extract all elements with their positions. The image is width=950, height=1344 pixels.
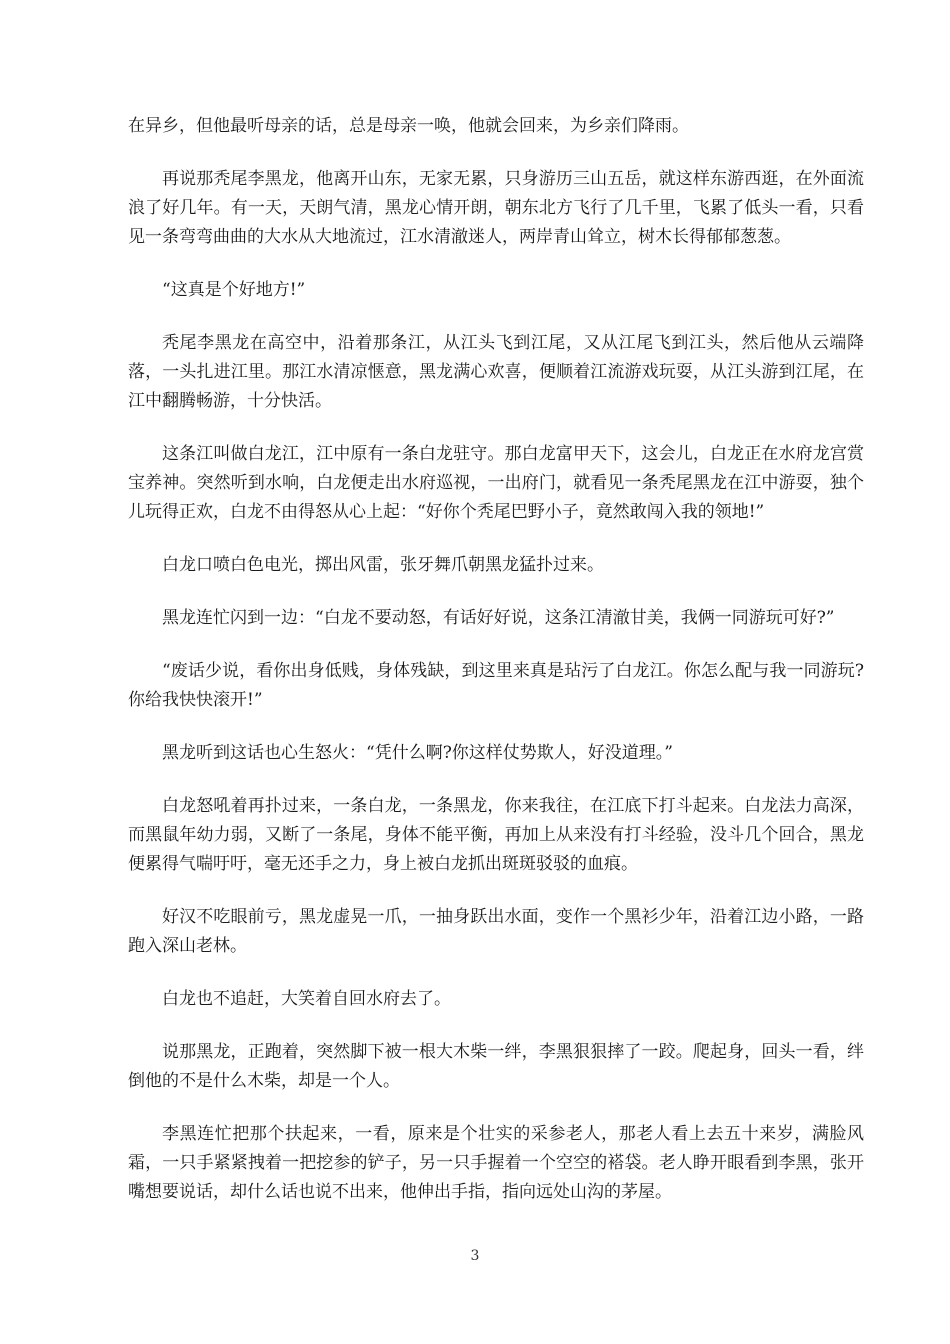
- paragraph: 黑龙听到这话也心生怒火：“凭什么啊?你这样仗势欺人，好没道理。”: [162, 743, 673, 763]
- page-body: [128, 112, 864, 1231]
- paragraph-continued: 在异乡，但他最听母亲的话，总是母亲一唤，他就会回来，为乡亲们降雨。: [128, 116, 689, 136]
- paragraph: 这条江叫做白龙江，江中原有一条白龙驻守。那白龙富甲天下，这会儿，白龙正在水府龙宫赏宝养神。突然听到水响，白龙便走出水府巡视，一出府门，就看见一条秃尾黑龙在江中游耍，独个儿玩得正欢，白龙不由得怒从心上起：“好你个秃尾巴野小子，竟然敢闯入我的领地!”: [128, 444, 864, 522]
- paragraph: 白龙怒吼着再扑过来，一条白龙，一条黑龙，你来我往，在江底下打斗起来。白龙法力高深，而黑鼠年幼力弱，又断了一条尾，身体不能平衡，再加上从来没有打斗经验，没斗几个回合，黑龙便累得气喘吁吁，毫无还手之力，身上被白龙抓出斑斑驳驳的血痕。: [128, 796, 864, 874]
- paragraph: 白龙也不追赶，大笑着自回水府去了。: [162, 989, 451, 1009]
- paragraph: 秃尾李黑龙在高空中，沿着那条江，从江头飞到江尾，又从江尾飞到江头，然后他从云端降落，一头扎进江里。那江水清凉惬意，黑龙满心欢喜，便顺着江流游戏玩耍，从江头游到江尾，在江中翻腾畅游，十分快活。: [128, 333, 864, 411]
- paragraph: 李黑连忙把那个扶起来，一看，原来是个壮实的采参老人，那老人看上去五十来岁，满脸风霜，一只手紧紧拽着一把挖参的铲子，另一只手握着一个空空的褡袋。老人睁开眼看到李黑，张开嘴想要说话，却什么话也说不出来，他伸出手指，指向远处山沟的茅屋。: [128, 1124, 864, 1202]
- paragraph: 再说那秃尾李黑龙，他离开山东，无家无累，只身游历三山五岳，就这样东游西逛，在外面流浪了好几年。有一天，天朗气清，黑龙心情开朗，朝东北方飞行了几千里，飞累了低头一看，只看见一条弯弯曲曲的大水从大地流过，江水清澈迷人，两岸青山耸立，树木长得郁郁葱葱。: [128, 169, 864, 247]
- paragraph: 白龙口喷白色电光，掷出风雷，张牙舞爪朝黑龙猛扑过来。: [162, 555, 604, 575]
- paragraph: 黑龙连忙闪到一边：“白龙不要动怒，有话好好说，这条江清澈甘美，我俩一同游玩可好?”: [162, 608, 835, 628]
- paragraph: “这真是个好地方!”: [162, 280, 306, 300]
- page-number: 3: [470, 1248, 480, 1264]
- paragraph: 说那黑龙，正跑着，突然脚下被一根大木柴一绊，李黑狠狠摔了一跤。爬起身，回头一看，绊倒他的不是什么木柴，却是一个人。: [128, 1042, 864, 1091]
- paragraph: 好汉不吃眼前亏，黑龙虚晃一爪，一抽身跃出水面，变作一个黑衫少年，沿着江边小路，一路跑入深山老林。: [128, 907, 864, 956]
- paragraph: “废话少说，看你出身低贱，身体残缺，到这里来真是玷污了白龙江。你怎么配与我一同游玩?你给我快快滚开!”: [128, 661, 864, 710]
